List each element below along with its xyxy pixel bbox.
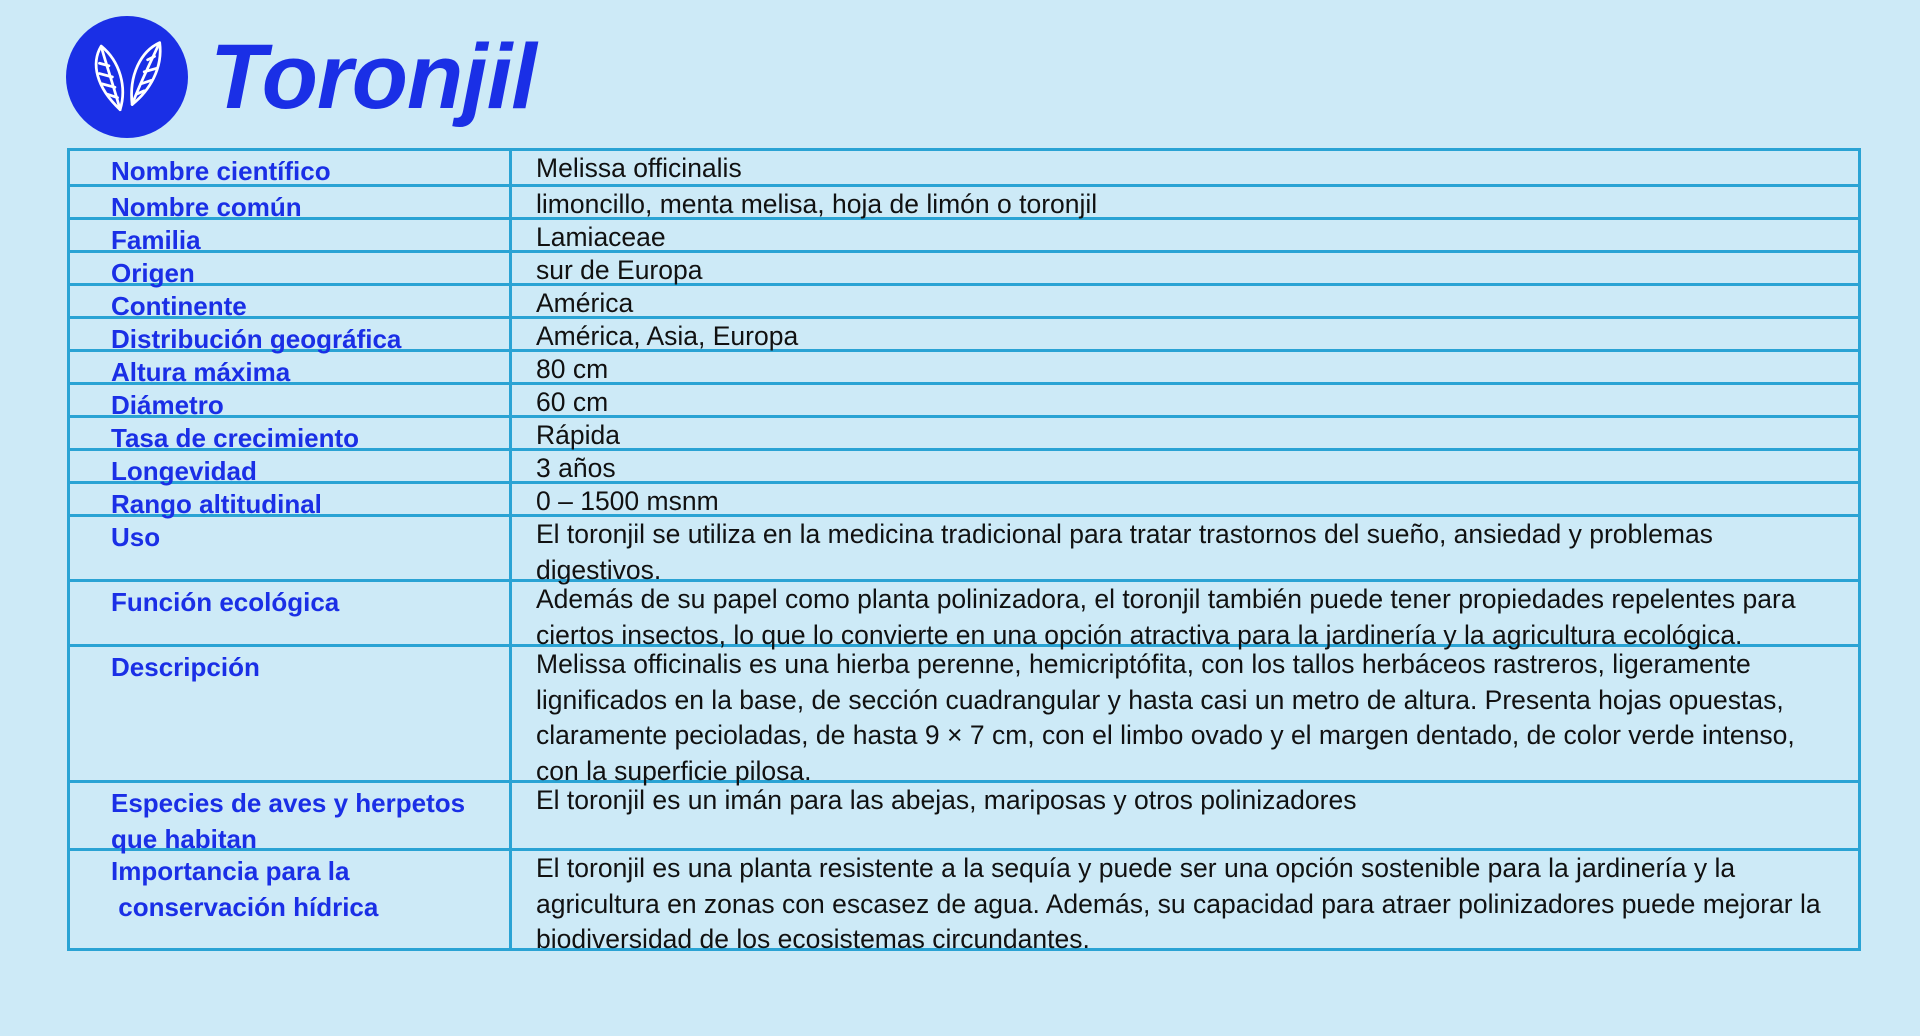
table-row — [70, 217, 1858, 255]
row-label: Diámetro — [70, 385, 512, 415]
table-row — [70, 316, 1858, 354]
row-value: 3 años — [536, 453, 616, 483]
row-label: Longevidad — [70, 451, 512, 481]
row-value: Melissa officinalis es una hierba perenne, hemicriptófita, con los tallos herbáceos rastreros, ligeramente lignificados en la base, de sección cuadrangular y hasta casi un metro de altura. Presenta hojas opuestas, claramente pecioladas, de hasta 9 × 7 cm, con el limbo ovado y el margen dentado, de color verde intenso, con la superficie pilosa. — [536, 649, 1795, 786]
table-row — [70, 514, 1858, 585]
row-label: Altura máxima — [70, 352, 512, 382]
row-label: Continente — [70, 286, 512, 316]
table-row — [70, 283, 1858, 321]
info-table — [67, 148, 1861, 954]
row-value: El toronjil es un imán para las abejas, mariposas y otros polinizadores — [536, 785, 1357, 815]
table-row — [70, 250, 1858, 288]
row-value: América — [536, 288, 634, 318]
row-value: 60 cm — [536, 387, 609, 417]
row-label: Familia — [70, 220, 512, 250]
row-value: Rápida — [536, 420, 620, 450]
table-row — [70, 780, 1858, 854]
table-row — [70, 481, 1858, 519]
table-row — [70, 848, 1858, 954]
row-label: Tasa de crecimiento — [70, 418, 512, 448]
logo — [66, 16, 188, 138]
table-row — [70, 151, 1858, 184]
row-label: Función ecológica — [70, 582, 512, 644]
table-row — [70, 184, 1858, 222]
row-value: 80 cm — [536, 354, 609, 384]
row-value: El toronjil se utiliza en la medicina tradicional para tratar trastornos del sueño, ansiedad y problemas digestivos. — [536, 519, 1713, 585]
row-value: Melissa officinalis — [536, 153, 742, 183]
table-row — [70, 415, 1858, 453]
row-label: Distribución geográfica — [70, 319, 512, 349]
row-value: Además de su papel como planta polinizadora, el toronjil también puede tener propiedades repelentes para ciertos insectos, lo que lo convierte en una opción atractiva para la jardinería y la agricultura ecológica. — [536, 584, 1796, 650]
table-row — [70, 579, 1858, 650]
table-row — [70, 382, 1858, 420]
row-label: Nombre común — [70, 187, 512, 217]
row-label: Importancia para la conservación hídrica — [70, 851, 512, 948]
header — [66, 16, 536, 138]
row-value: limoncillo, menta melisa, hoja de limón o toronjil — [536, 189, 1098, 219]
row-value: 0 – 1500 msnm — [536, 486, 719, 516]
row-label: Uso — [70, 517, 512, 579]
row-label: Rango altitudinal — [70, 484, 512, 514]
row-label: Nombre científico — [70, 151, 512, 184]
table-row — [70, 644, 1858, 786]
row-value: Lamiaceae — [536, 222, 666, 252]
page-title: Toronjil — [210, 26, 536, 128]
row-value: sur de Europa — [536, 255, 703, 285]
leaves-icon — [84, 34, 170, 120]
row-value: El toronjil es una planta resistente a la sequía y puede ser una opción sostenible para la jardinería y la agricultura en zonas con escasez de agua. Además, su capacidad para atraer polinizadores puede mejorar la biodiversidad de los ecosistemas circundantes. — [536, 853, 1821, 954]
row-label: Especies de aves y herpetos que habitan — [70, 783, 512, 848]
table-row — [70, 448, 1858, 486]
row-value: América, Asia, Europa — [536, 321, 799, 351]
row-label: Origen — [70, 253, 512, 283]
table-row — [70, 349, 1858, 387]
row-label: Descripción — [70, 647, 512, 780]
